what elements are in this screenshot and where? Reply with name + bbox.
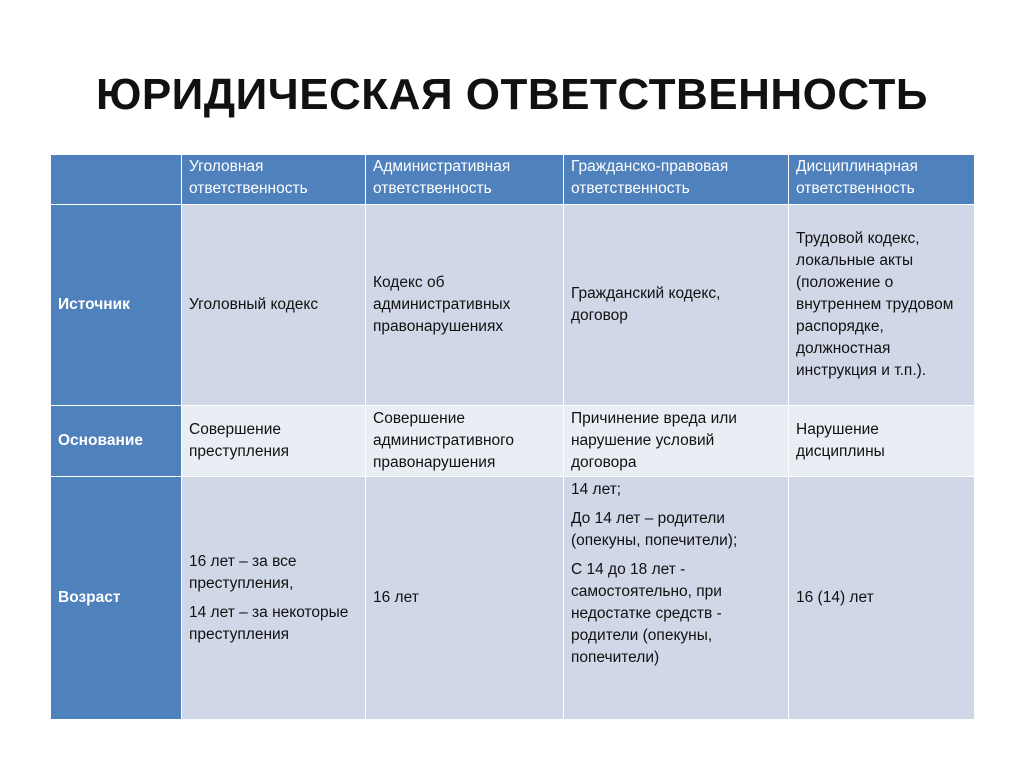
table-header-row [51,155,975,205]
cell-source-disciplinary [789,205,975,406]
cell-source-civil [564,205,789,406]
cell-text: С 14 до 18 лет - самостоятельно, при недостатке средств - родители (опекуны, попечители) [571,561,722,666]
cell-basis-disciplinary [789,406,975,477]
cell-text: 16 лет – за все преступления, [189,552,297,592]
cell-text: 16 лет [373,589,419,606]
table-row-age [51,477,975,720]
cell-text: Совершение административного правонарушения [373,410,515,471]
table-row-basis [51,406,975,477]
header-criminal: Уголовная ответственность [182,155,366,205]
cell-text: Совершение преступления [189,421,290,460]
cell-text: Уголовный кодекс [189,296,319,313]
header-administrative: Административная ответственность [366,155,564,205]
cell-text: Гражданский кодекс, договор [571,285,721,324]
cell-text: Нарушение дисциплины [796,421,885,460]
row-label-source: Источник [51,205,182,406]
table-row-source [51,205,975,406]
cell-text: 16 (14) лет [796,589,874,606]
header-civil: Гражданско-правовая ответственность [564,155,789,205]
cell-text: Трудовой кодекс, локальные акты (положение о внутреннем трудовом распорядке, должностная инструкция и т.п.). [796,230,954,379]
cell-text: Причинение вреда или нарушение условий договора [571,410,737,471]
cell-age-civil [564,477,789,720]
slide-title: ЮРИДИЧЕСКАЯ ОТВЕТСТВЕННОСТЬ [95,70,929,119]
cell-text: Кодекс об административных правонарушениях [373,274,511,335]
header-corner [51,155,182,205]
row-label-basis: Основание [51,406,182,477]
cell-age-criminal [182,477,366,720]
cell-text: До 14 лет – родители (опекуны, попечители); [571,510,738,549]
cell-text: 14 лет; [571,481,622,498]
cell-basis-civil [564,406,789,477]
header-disciplinary: Дисциплинарная ответственность [789,155,975,205]
cell-basis-administrative [366,406,564,477]
responsibility-table [50,154,975,720]
cell-source-criminal [182,205,366,406]
row-label-age: Возраст [51,477,182,720]
cell-basis-criminal [182,406,366,477]
cell-age-disciplinary [789,477,975,720]
cell-text: 14 лет – за некоторые преступления [189,603,349,643]
cell-age-administrative [366,477,564,720]
cell-source-administrative [366,205,564,406]
